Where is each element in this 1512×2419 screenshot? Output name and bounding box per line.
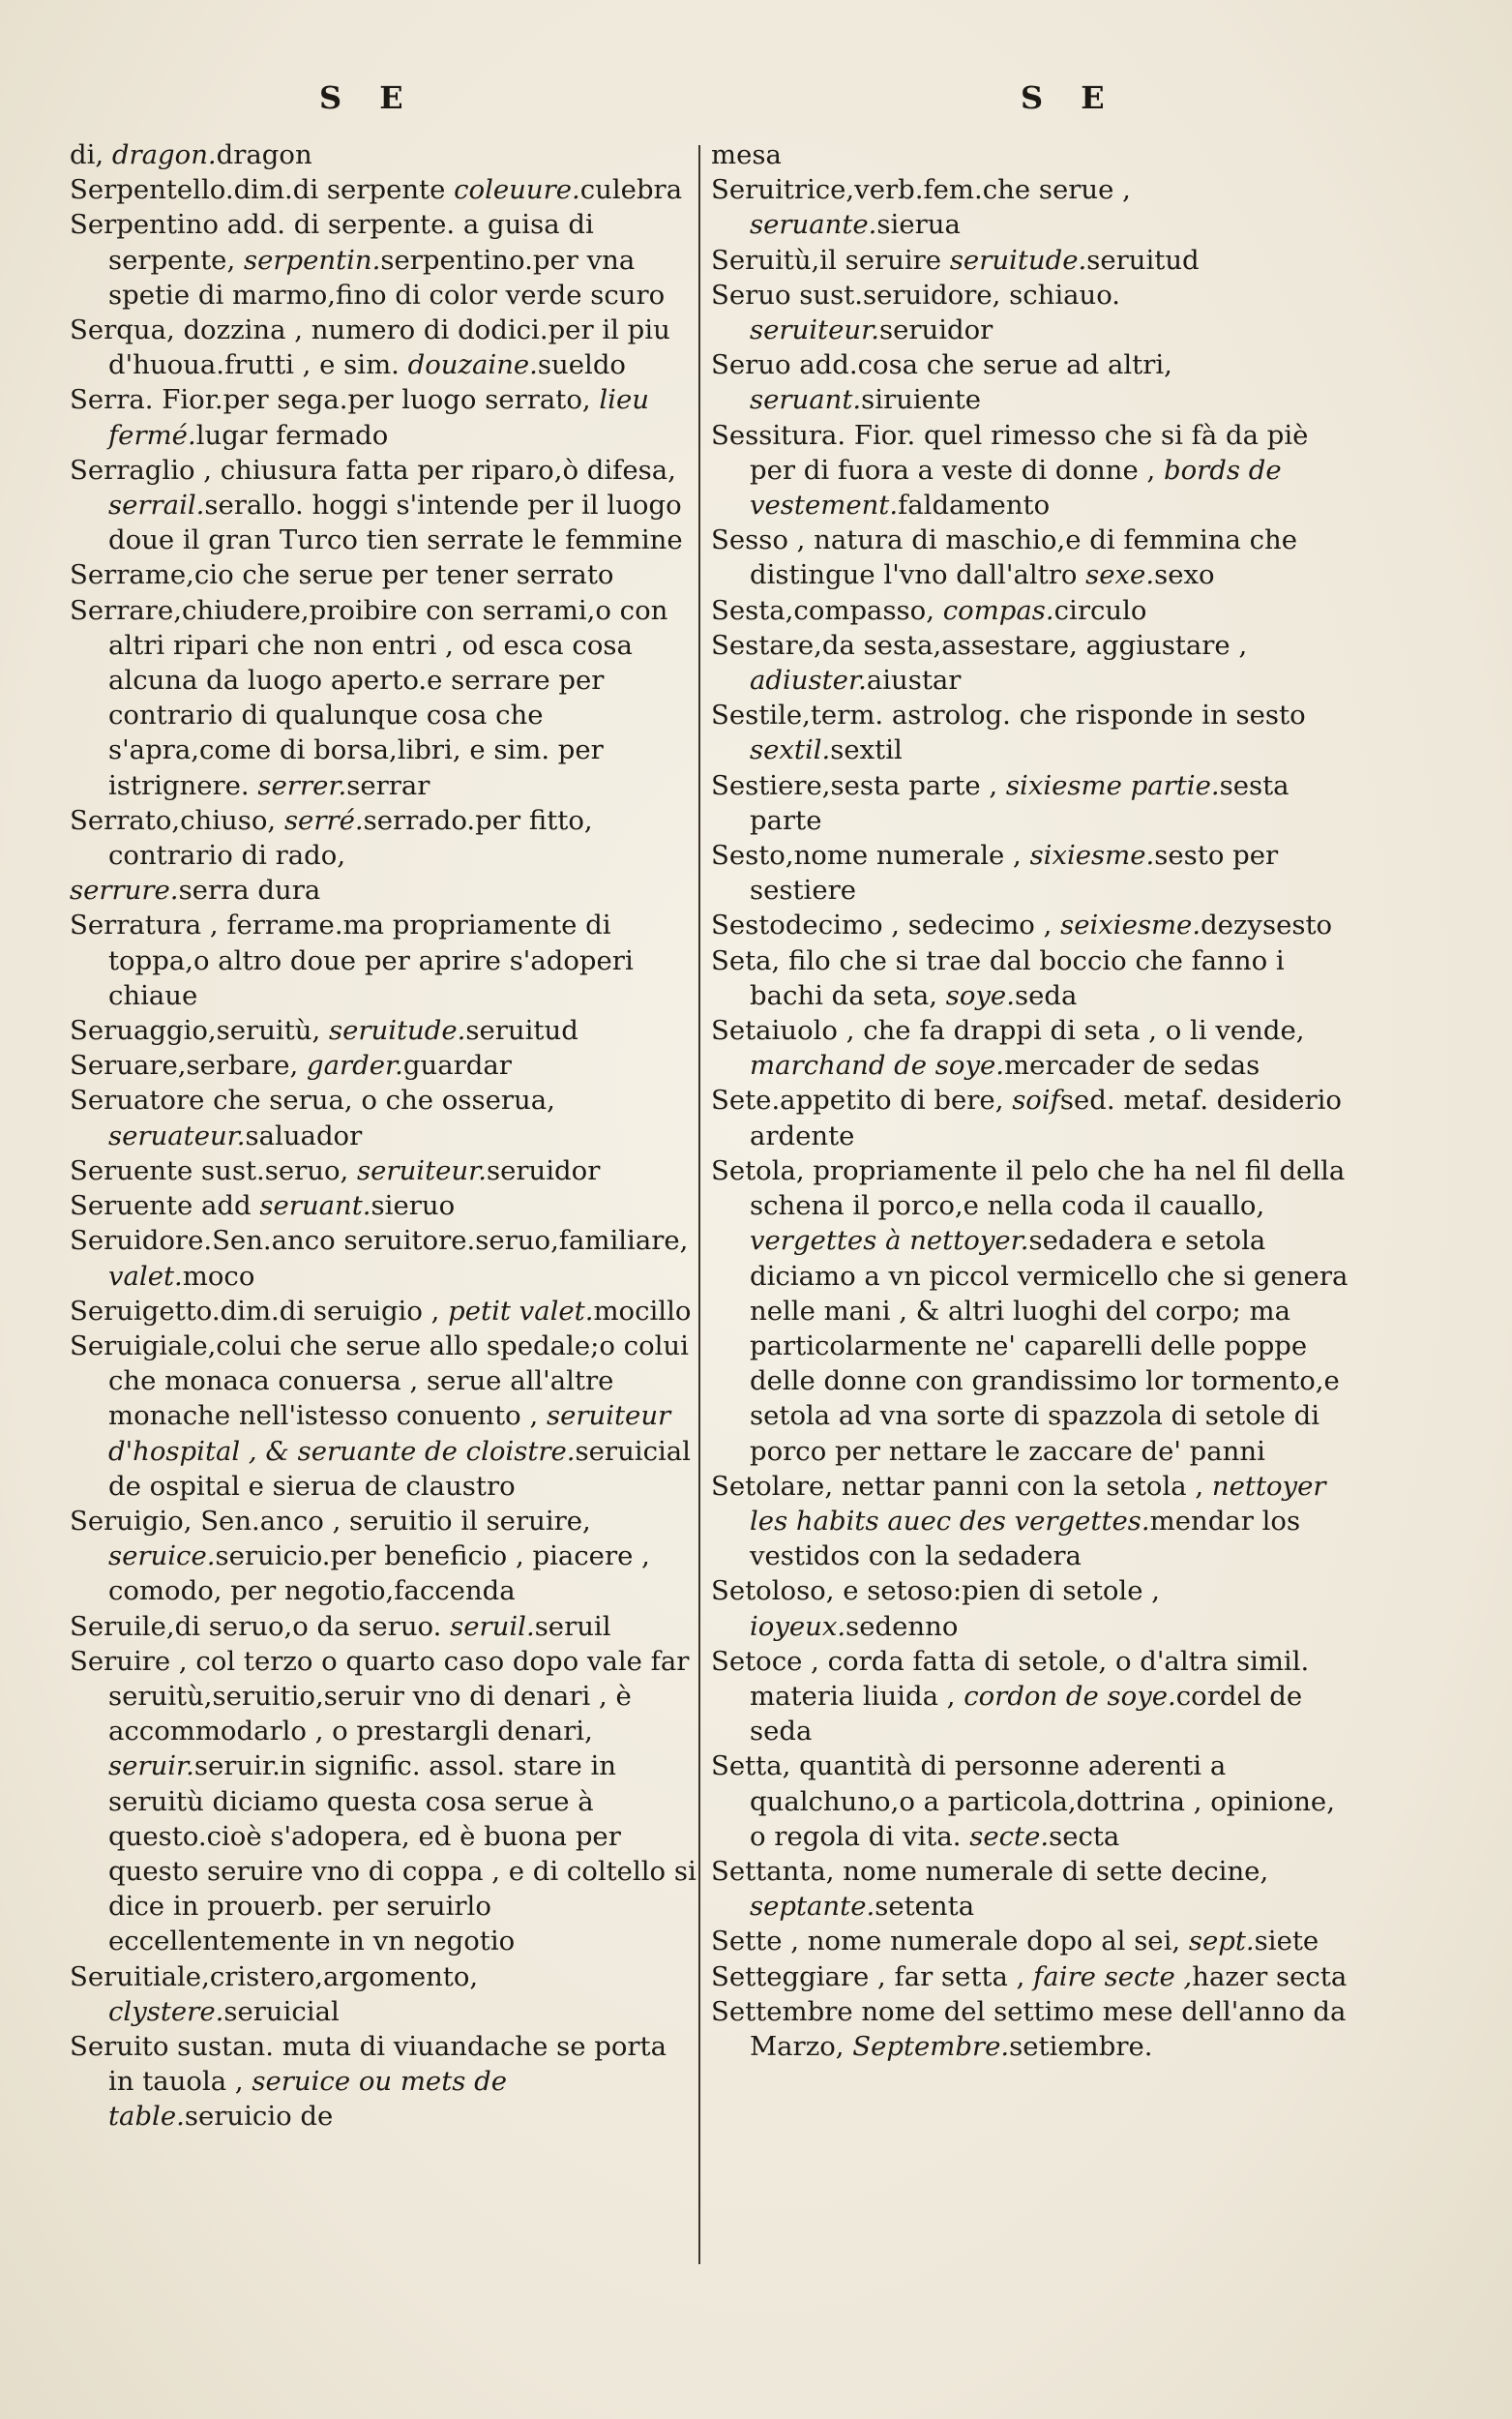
dictionary-entry — [711, 593, 1349, 628]
dictionary-entry — [711, 768, 1349, 838]
entry-text: Setaiuolo , che fa drappi di seta , o li vende, — [711, 1015, 1305, 1047]
entry-text: Serrame,cio che serue per tener serrato — [70, 559, 614, 591]
entry-spanish: cordel de seda — [750, 1680, 1303, 1747]
entry-french: ioyeux. — [750, 1610, 846, 1642]
dictionary-entry — [70, 172, 698, 207]
entry-spanish: seruidor — [487, 1154, 601, 1186]
entry-text: di, — [70, 139, 104, 170]
entry-text: Seta, filo che si trae dal boccio che fanno i bachi da seta, — [711, 944, 1285, 1011]
entry-french: serrail. — [108, 490, 205, 522]
entry-spanish: seruicial — [223, 1995, 340, 2027]
entry-text: Seruo sust.seruidore, schiauo. — [711, 279, 1121, 311]
entry-french: seruiteur. — [357, 1154, 487, 1186]
dictionary-entry — [711, 698, 1349, 767]
dictionary-entry — [70, 557, 698, 592]
entry-text: Setoce , corda fatta di setole, o d'altra simil. materia liuida , — [711, 1645, 1310, 1712]
dictionary-entry — [711, 137, 1349, 172]
entry-spanish: sierua — [876, 209, 961, 241]
entry-spanish: sesta parte — [750, 769, 1290, 836]
dictionary-entry — [70, 137, 698, 172]
dictionary-entry — [711, 628, 1349, 698]
entry-text: Setoloso, e setoso:pien di setole , — [711, 1575, 1160, 1607]
entry-text: Sessitura. Fior. quel rimesso che si fà da piè per di fuora a veste di donne , — [711, 419, 1309, 486]
entry-text: Setolare, nettar panni con la setola , — [711, 1470, 1204, 1502]
entry-spanish: guardar — [402, 1050, 512, 1082]
dictionary-entry — [70, 1294, 698, 1329]
entry-spanish: serallo. hoggi s'intende per il luogo doue il gran Turco tien serrate le femmine — [108, 490, 683, 556]
dictionary-entry — [70, 1329, 698, 1504]
entry-text: Sestiere,sesta parte , — [711, 769, 998, 801]
entry-text: Serrato,chiuso, — [70, 804, 277, 836]
entry-spanish: dezysesto — [1201, 910, 1333, 941]
dictionary-entry — [711, 1013, 1349, 1083]
entry-text: Serra. Fior.per sega.per luogo serrato, — [70, 384, 591, 416]
entry-text: mesa — [711, 139, 782, 170]
entry-spanish: sueldo — [537, 349, 626, 381]
entry-spanish: mocillo — [593, 1295, 692, 1327]
entry-french: sept. — [1188, 1926, 1255, 1957]
dictionary-entry — [711, 943, 1349, 1013]
entry-french: faire secte , — [1033, 1960, 1193, 1992]
entry-text: Sestile,term. astrolog. che risponde in sesto — [711, 700, 1306, 732]
dictionary-entry — [711, 1083, 1349, 1152]
entry-french: sexe. — [1085, 559, 1155, 591]
entry-text: Settembre nome del settimo mese dell'anno da Marzo, — [711, 1995, 1347, 2062]
entry-spanish: faldamento — [898, 490, 1051, 522]
dictionary-entry — [70, 1048, 698, 1083]
dictionary-entry — [711, 278, 1349, 347]
entry-spanish: setiembre. — [1009, 2030, 1153, 2062]
entry-french: adiuster. — [750, 665, 867, 697]
entry-text: Seruitiale,cristero,argomento, — [70, 1960, 479, 1992]
entry-text: Seruo add.cosa che serue ad altri, — [711, 349, 1172, 381]
dictionary-entry — [711, 347, 1349, 417]
dictionary-entry — [70, 803, 698, 873]
dictionary-entry — [70, 1644, 698, 1959]
entry-french: seruil. — [450, 1610, 535, 1642]
entry-text: Seruidore.Sen.anco seruitore.seruo,familiare, — [70, 1225, 689, 1257]
dictionary-entry — [711, 1573, 1349, 1643]
entry-spanish: siruiente — [861, 384, 982, 416]
dictionary-entry — [70, 593, 698, 803]
entry-spanish: serrar — [346, 769, 430, 801]
entry-text: Sestare,da sesta,assestare, aggiustare , — [711, 629, 1248, 661]
entry-spanish: seruil — [534, 1610, 611, 1642]
dictionary-entry — [711, 1153, 1349, 1469]
entry-spanish: saluador — [245, 1120, 363, 1151]
entry-text: Serraglio , chiusura fatta per riparo,ò difesa, — [70, 454, 676, 486]
entry-french: secte. — [969, 1820, 1050, 1852]
entry-spanish: setenta — [875, 1891, 975, 1923]
entry-spanish: hazer secta — [1192, 1960, 1348, 1992]
entry-spanish: sexo — [1154, 559, 1215, 591]
dictionary-entry — [70, 382, 698, 452]
entry-spanish: serra dura — [178, 875, 321, 907]
entry-text: Serpentino add. di serpente. a guisa di serpente, — [70, 209, 594, 276]
entry-french: seruitude. — [949, 244, 1087, 276]
entry-text: Seruigio, Sen.anco , seruitio il seruire, — [70, 1505, 591, 1537]
entry-french: seruitude. — [328, 1015, 466, 1047]
entry-spanish: seruidor — [878, 314, 993, 346]
entry-spanish: sextil — [830, 734, 903, 766]
entry-text: Serqua, dozzina , numero di dodici.per il piu d'huoua.frutti , e sim. — [70, 314, 670, 381]
entry-spanish: lugar fermado — [195, 419, 389, 451]
entry-french: Septembre. — [852, 2030, 1010, 2062]
entry-french: sixiesme. — [1029, 840, 1155, 872]
dictionary-entry — [711, 243, 1349, 278]
entry-text: Seruatore che serua, o che osserua, — [70, 1085, 555, 1117]
dictionary-entry — [711, 1924, 1349, 1958]
entry-french: valet. — [108, 1260, 183, 1292]
entry-french: compas. — [942, 594, 1054, 626]
entry-text: Seruare,serbare, — [70, 1050, 299, 1082]
entry-french: bords de vestement. — [750, 454, 1282, 522]
dictionary-entry — [711, 418, 1349, 523]
left-column — [70, 137, 698, 2135]
dictionary-entry — [711, 1748, 1349, 1854]
dictionary-entry — [70, 453, 698, 558]
entry-spanish: siete — [1254, 1926, 1319, 1957]
entry-french: seruant. — [750, 384, 862, 416]
entry-french: seruateur. — [108, 1120, 246, 1151]
dictionary-entry — [70, 1959, 698, 2029]
entry-french: lieu fermé. — [108, 384, 649, 451]
dictionary-entry — [711, 1469, 1349, 1574]
entry-spanish: seruitud — [1086, 244, 1200, 276]
entry-text: Sesta,compasso, — [711, 594, 934, 626]
dictionary-entry — [70, 1223, 698, 1293]
entry-french: clystere. — [108, 1995, 224, 2027]
entry-french: soif — [1012, 1085, 1060, 1117]
dictionary-entry — [711, 1644, 1349, 1749]
entry-french: seruice ou mets de table. — [108, 2066, 507, 2133]
entry-spanish: sieruo — [371, 1190, 456, 1222]
entry-french: seruante. — [750, 209, 877, 241]
entry-spanish: mercader de sedas — [1004, 1050, 1260, 1082]
right-running-head: S E — [1021, 79, 1118, 116]
entry-text: Seruitrice,verb.fem.che serue , — [711, 174, 1131, 206]
entry-french: serpentin. — [243, 244, 381, 276]
dictionary-entry — [70, 1188, 698, 1223]
entry-text: Seruente add — [70, 1190, 252, 1222]
entry-spanish: seruicial de ospital e sierua de claustro — [108, 1435, 691, 1502]
dictionary-entry — [70, 207, 698, 313]
entry-text: Sette , nome numerale dopo al sei, — [711, 1926, 1181, 1957]
entry-text: Serpentello.dim.di serpente — [70, 174, 446, 206]
entry-text: Sestodecimo , sedecimo , — [711, 910, 1052, 941]
entry-french: dragon. — [111, 139, 217, 170]
entry-spanish: dragon — [216, 139, 312, 170]
dictionary-entry — [711, 1854, 1349, 1924]
dictionary-entry — [711, 908, 1349, 942]
dictionary-entry — [70, 908, 698, 1013]
entry-text: Sesso , natura di maschio,e di femmina che distingue l'vno dall'altro — [711, 524, 1297, 591]
entry-french: serré. — [283, 804, 364, 836]
entry-french: nettoyer les habits auec des vergettes. — [750, 1470, 1326, 1537]
entry-text: Seruito sustan. muta di viuandache se porta in tauola , — [70, 2030, 667, 2098]
entry-text: Seruigetto.dim.di seruigio , — [70, 1295, 440, 1327]
dictionary-entry — [70, 1609, 698, 1644]
entry-french: garder. — [306, 1050, 403, 1082]
entry-french: vergettes à nettoyer. — [750, 1225, 1029, 1257]
entry-spanish: seruicio de — [184, 2101, 334, 2133]
left-running-head: S E — [319, 79, 417, 116]
dictionary-entry — [711, 523, 1349, 592]
entry-spanish: serpentino.per vna spetie di marmo,fino di color verde scuro — [108, 244, 666, 311]
right-column — [711, 137, 1349, 2064]
dictionary-entry — [70, 313, 698, 382]
entry-text: Setteggiare , far setta , — [711, 1960, 1025, 1992]
entry-text: Seruigiale,colui che serue allo spedale;o colui che monaca conuersa , serue all'altre monache nell'istesso conuento , — [70, 1329, 689, 1432]
entry-spanish: secta — [1049, 1820, 1120, 1852]
dictionary-entry — [70, 1013, 698, 1048]
entry-spanish: mendar los vestidos con la sedadera — [750, 1505, 1301, 1572]
dictionary-entry — [70, 1083, 698, 1152]
entry-french: septante. — [750, 1891, 875, 1923]
entry-french: sixiesme partie. — [1005, 769, 1220, 801]
entry-french: seruir. — [108, 1750, 194, 1782]
dictionary-entry — [711, 172, 1349, 242]
entry-french: seruice. — [108, 1540, 216, 1572]
entry-text: Seruire , col terzo o quarto caso dopo vale far seruitù,seruitio,seruir vno di denari , è accommodarlo , o prestargli denari, — [70, 1645, 690, 1747]
entry-text: Sesto,nome numerale , — [711, 840, 1022, 872]
entry-spanish: sedenno — [845, 1610, 959, 1642]
entry-french: petit valet. — [448, 1295, 594, 1327]
entry-text: Setola, propriamente il pelo che ha nel fil della schena il porco,e nella coda il cauallo, — [711, 1154, 1346, 1222]
dictionary-entry — [711, 838, 1349, 908]
entry-french: seruiteur d'hospital , & seruante de cloistre. — [108, 1400, 671, 1467]
entry-text: Seruaggio,seruitù, — [70, 1015, 321, 1047]
dictionary-entry — [70, 873, 698, 908]
entry-french: sextil. — [750, 734, 831, 766]
entry-french: seruiteur. — [750, 314, 879, 346]
column-rule — [698, 145, 700, 2264]
entry-french: seixiesme. — [1060, 910, 1201, 941]
entry-french: serrer. — [257, 769, 347, 801]
entry-text: Serratura , ferrame.ma propriamente di toppa,o altro doue per aprire s'adoperi chiaue — [70, 910, 634, 1011]
entry-spanish: culebra — [579, 174, 683, 206]
entry-text: Sete.appetito di bere, — [711, 1085, 1004, 1117]
entry-text: Seruente sust.seruo, — [70, 1154, 349, 1186]
entry-spanish: circulo — [1053, 594, 1147, 626]
entry-spanish: sesto per sestiere — [750, 840, 1279, 907]
entry-french: coleuure. — [454, 174, 580, 206]
entry-spanish: serrado.per fitto, contrario di rado, — [108, 804, 593, 872]
entry-spanish: sed. metaf. desiderio ardente — [750, 1085, 1342, 1151]
entry-french: marchand de soye. — [750, 1050, 1005, 1082]
entry-spanish: moco — [182, 1260, 255, 1292]
entry-spanish: seruitud — [465, 1015, 578, 1047]
entry-spanish: aiustar — [866, 665, 962, 697]
entry-french: cordon de soye. — [964, 1680, 1176, 1712]
dictionary-entry — [711, 1959, 1349, 1994]
entry-spanish: sedadera e setola diciamo a vn piccol vermicello che si genera nelle mani , & altri luoghi del corpo; ma particolarmente ne' caparelli delle poppe delle donne con grandissimo lor tormento,e setola ad vna sorte di spazzola di setole di porco per nettare le zaccare de' panni — [750, 1225, 1349, 1467]
dictionary-entry — [70, 2029, 698, 2135]
entry-french: douzaine. — [407, 349, 538, 381]
entry-french: serrure. — [70, 875, 179, 907]
entry-spanish: seruir.in signific. assol. stare in seruitù diciamo questa cosa serue à questo.cioè s'adopera, ed è buona per questo seruire vno di coppa , e di coltello si dice in prouerb. per seruirlo eccellentemente in vn negotio — [108, 1750, 697, 1957]
entry-spanish: seruicio.per beneficio , piacere , comodo, per negotio,faccenda — [108, 1540, 650, 1607]
entry-french: soye. — [945, 979, 1015, 1011]
dictionary-entry — [711, 1994, 1349, 2064]
entry-spanish: seda — [1014, 979, 1078, 1011]
entry-text: Serrare,chiudere,proibire con serrami,o con altri ripari che non entri , od esca cosa alcuna da luogo aperto.e serrare per contrario di qualunque cosa che s'apra,come di borsa,libri, e sim. per istrignere. — [70, 594, 668, 801]
entry-text: Seruitù,il seruire — [711, 244, 942, 276]
entry-text: Seruile,di seruo,o da seruo. — [70, 1610, 442, 1642]
entry-text: Setta, quantità di personne aderenti a qualchuno,o a particola,dottrina , opinione, o regola di vita. — [711, 1750, 1335, 1852]
entry-french: seruant. — [259, 1190, 371, 1222]
dictionary-entry — [70, 1504, 698, 1609]
entry-text: Settanta, nome numerale di sette decine, — [711, 1855, 1269, 1887]
dictionary-entry — [70, 1153, 698, 1188]
